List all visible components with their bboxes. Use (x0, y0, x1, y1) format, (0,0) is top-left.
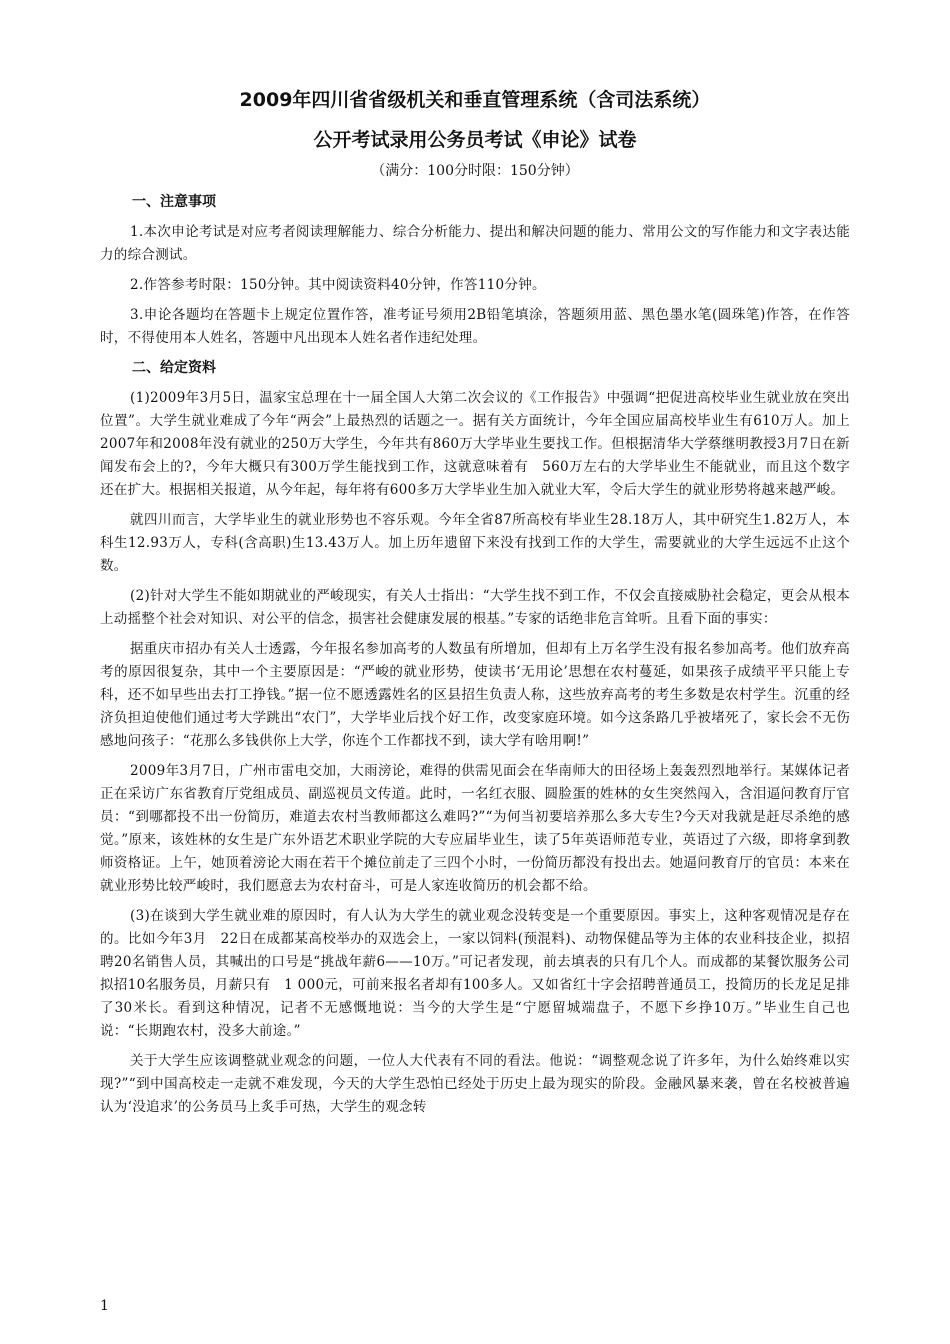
section-heading-notice: 一、注意事项 (132, 194, 216, 210)
document-body (100, 191, 850, 1126)
exam-info: （满分：100分时限：150分钟） (371, 163, 579, 179)
page-number: 1 (100, 1298, 109, 1314)
section-heading-materials: 二、给定资料 (132, 360, 216, 376)
material-paragraph-7: 关于大学生应该调整就业观念的问题，一位人大代表有不同的看法。他说：“调整观念说了许多年，为什么始终难以实现?”“到中国高校走一走就不难发现，今天的大学生恐怕已经处于历史上最为现实的阶段。金融风暴来袭，曾在名校被普遍认为‘没追求’的公务员马上炙手可热，大学生的观念转 (100, 1053, 850, 1115)
title-line-1: 2009年四川省省级机关和垂直管理系统（含司法系统） (239, 89, 711, 111)
notice-item-3: 3.申论各题均在答题卡上规定位置作答，准考证号须用2B铅笔填涂，答题须用蓝、黑色墨水笔(圆珠笔)作答，在作答时，不得使用本人姓名，答题中凡出现本人姓名者作违纪处理。 (100, 307, 850, 346)
material-paragraph-2: 就四川而言，大学毕业生的就业形势也不容乐观。今年全省87所高校有毕业生28.18万人，其中研究生1.82万人，本科生12.93万人，专科(含高职)生13.43万人。加上历年遗留下来没有找到工作的大学生，需要就业的大学生远远不止这个数。 (100, 512, 850, 574)
material-paragraph-3: (2)针对大学生不能如期就业的严峻现实，有关人士指出：“大学生找不到工作，不仅会直接威胁社会稳定，更会从根本上动摇整个社会对知识、对公平的信念，损害社会健康发展的根基。”专家的话绝非危言耸听。且看下面的事实： (100, 588, 850, 627)
material-paragraph-1: (1)2009年3月5日，温家宝总理在十一届全国人大第二次会议的《工作报告》中强调“把促进高校毕业生就业放在突出位置”。大学生就业难成了今年“两会”上最热烈的话题之一。据有关方面统计，今年全国应届高校毕业生有610万人。加上2007年和2008年没有就业的250万大学生，今年共有860万大学毕业生要找工作。但根据清华大学蔡继明教授3月7日在新闻发布会上的?，今年大概只有300万学生能找到工作，这就意味着有 560万左右的大学毕业生不能就业，而且这个数字还在扩大。根据相关报道，从今年起，每年将有600多万大学毕业生加入就业大军，令后大学生的就业形势将越来越严峻。 (100, 390, 850, 498)
material-paragraph-4: 据重庆市招办有关人士透露，今年报名参加高考的人数虽有所增加，但却有上万名学生没有报名参加高考。他们放弃高考的原因很复杂，其中一个主要原因是：“严峻的就业形势，使读书‘无用论’思想在农村蔓延，如果孩子成绩平平只能上专科，还不如早些出去打工挣钱。”据一位不愿透露姓名的区县招生负责人称，这些放弃高考的考生多数是农村学生。沉重的经济负担迫使他们通过考大学跳出“农门”，大学毕业后找个好工作，改变家庭环境。如今这条路几乎被堵死了，家长会不无伤感地问孩子：“花那么多钱供你上大学，你连个工作都找不到，读大学有啥用啊!” (100, 641, 850, 749)
material-paragraph-6: (3)在谈到大学生就业难的原因时，有人认为大学生的就业观念没转变是一个重要原因。事实上，这种客观情况是存在的。比如今年3月 22日在成都某高校举办的双选会上，一家以饲料(预混料)、动物保健品等为主体的农业科技企业，拟招聘20名销售人员，其喊出的口号是“挑战年薪6——10万。”可记者发现，前去填表的只有几个人。而成都的某餐饮服务公司拟招10名服务员，月薪只有 1 000元，可前来报名者却有100多人。又如省红十字会招聘普通员工，投简历的长龙足足排了30米长。看到这种情况，记者不无感慨地说：当今的大学生是“宁愿留城端盘子，不愿下乡挣10万。”毕业生自己也说：“长期跑农村，没多大前途。” (100, 908, 850, 1039)
material-paragraph-5: 2009年3月7日，广州市雷电交加，大雨滂论，难得的供需见面会在华南师大的田径场上轰轰烈烈地举行。某媒体记者正在采访广东省教育厅党组成员、副巡视员文传道。此时，一名红衣服、圆脸蛋的姓林的女生突然闯入，含泪逼问教育厅官员：“到哪都投不出一份简历，难道去农村当教师都这么难吗?”“为何当初要培养那么多大专生?今天对我就是赶尽杀绝的感觉。”原来，该姓林的女生是广东外语艺术职业学院的大专应届毕业生，读了5年英语师范专业，英语过了六级，即将拿到教师资格证。上午，她顶着滂论大雨在若干个摊位前走了三四个小时，一份简历都没有投出去。她逼问教育厅的官员：本来在就业形势比较严峻时，我们愿意去为农村奋斗，可是人家连收简历的机会都不给。 (100, 763, 850, 894)
notice-item-1: 1.本次申论考试是对应考者阅读理解能力、综合分析能力、提出和解决问题的能力、常用公文的写作能力和文字表达能力的综合测试。 (100, 224, 850, 263)
title-line-2: 公开考试录用公务员考试《申论》试卷 (313, 129, 637, 151)
notice-item-2: 2.作答参考时限：150分钟。其中阅读资料40分钟，作答110分钟。 (130, 277, 546, 293)
